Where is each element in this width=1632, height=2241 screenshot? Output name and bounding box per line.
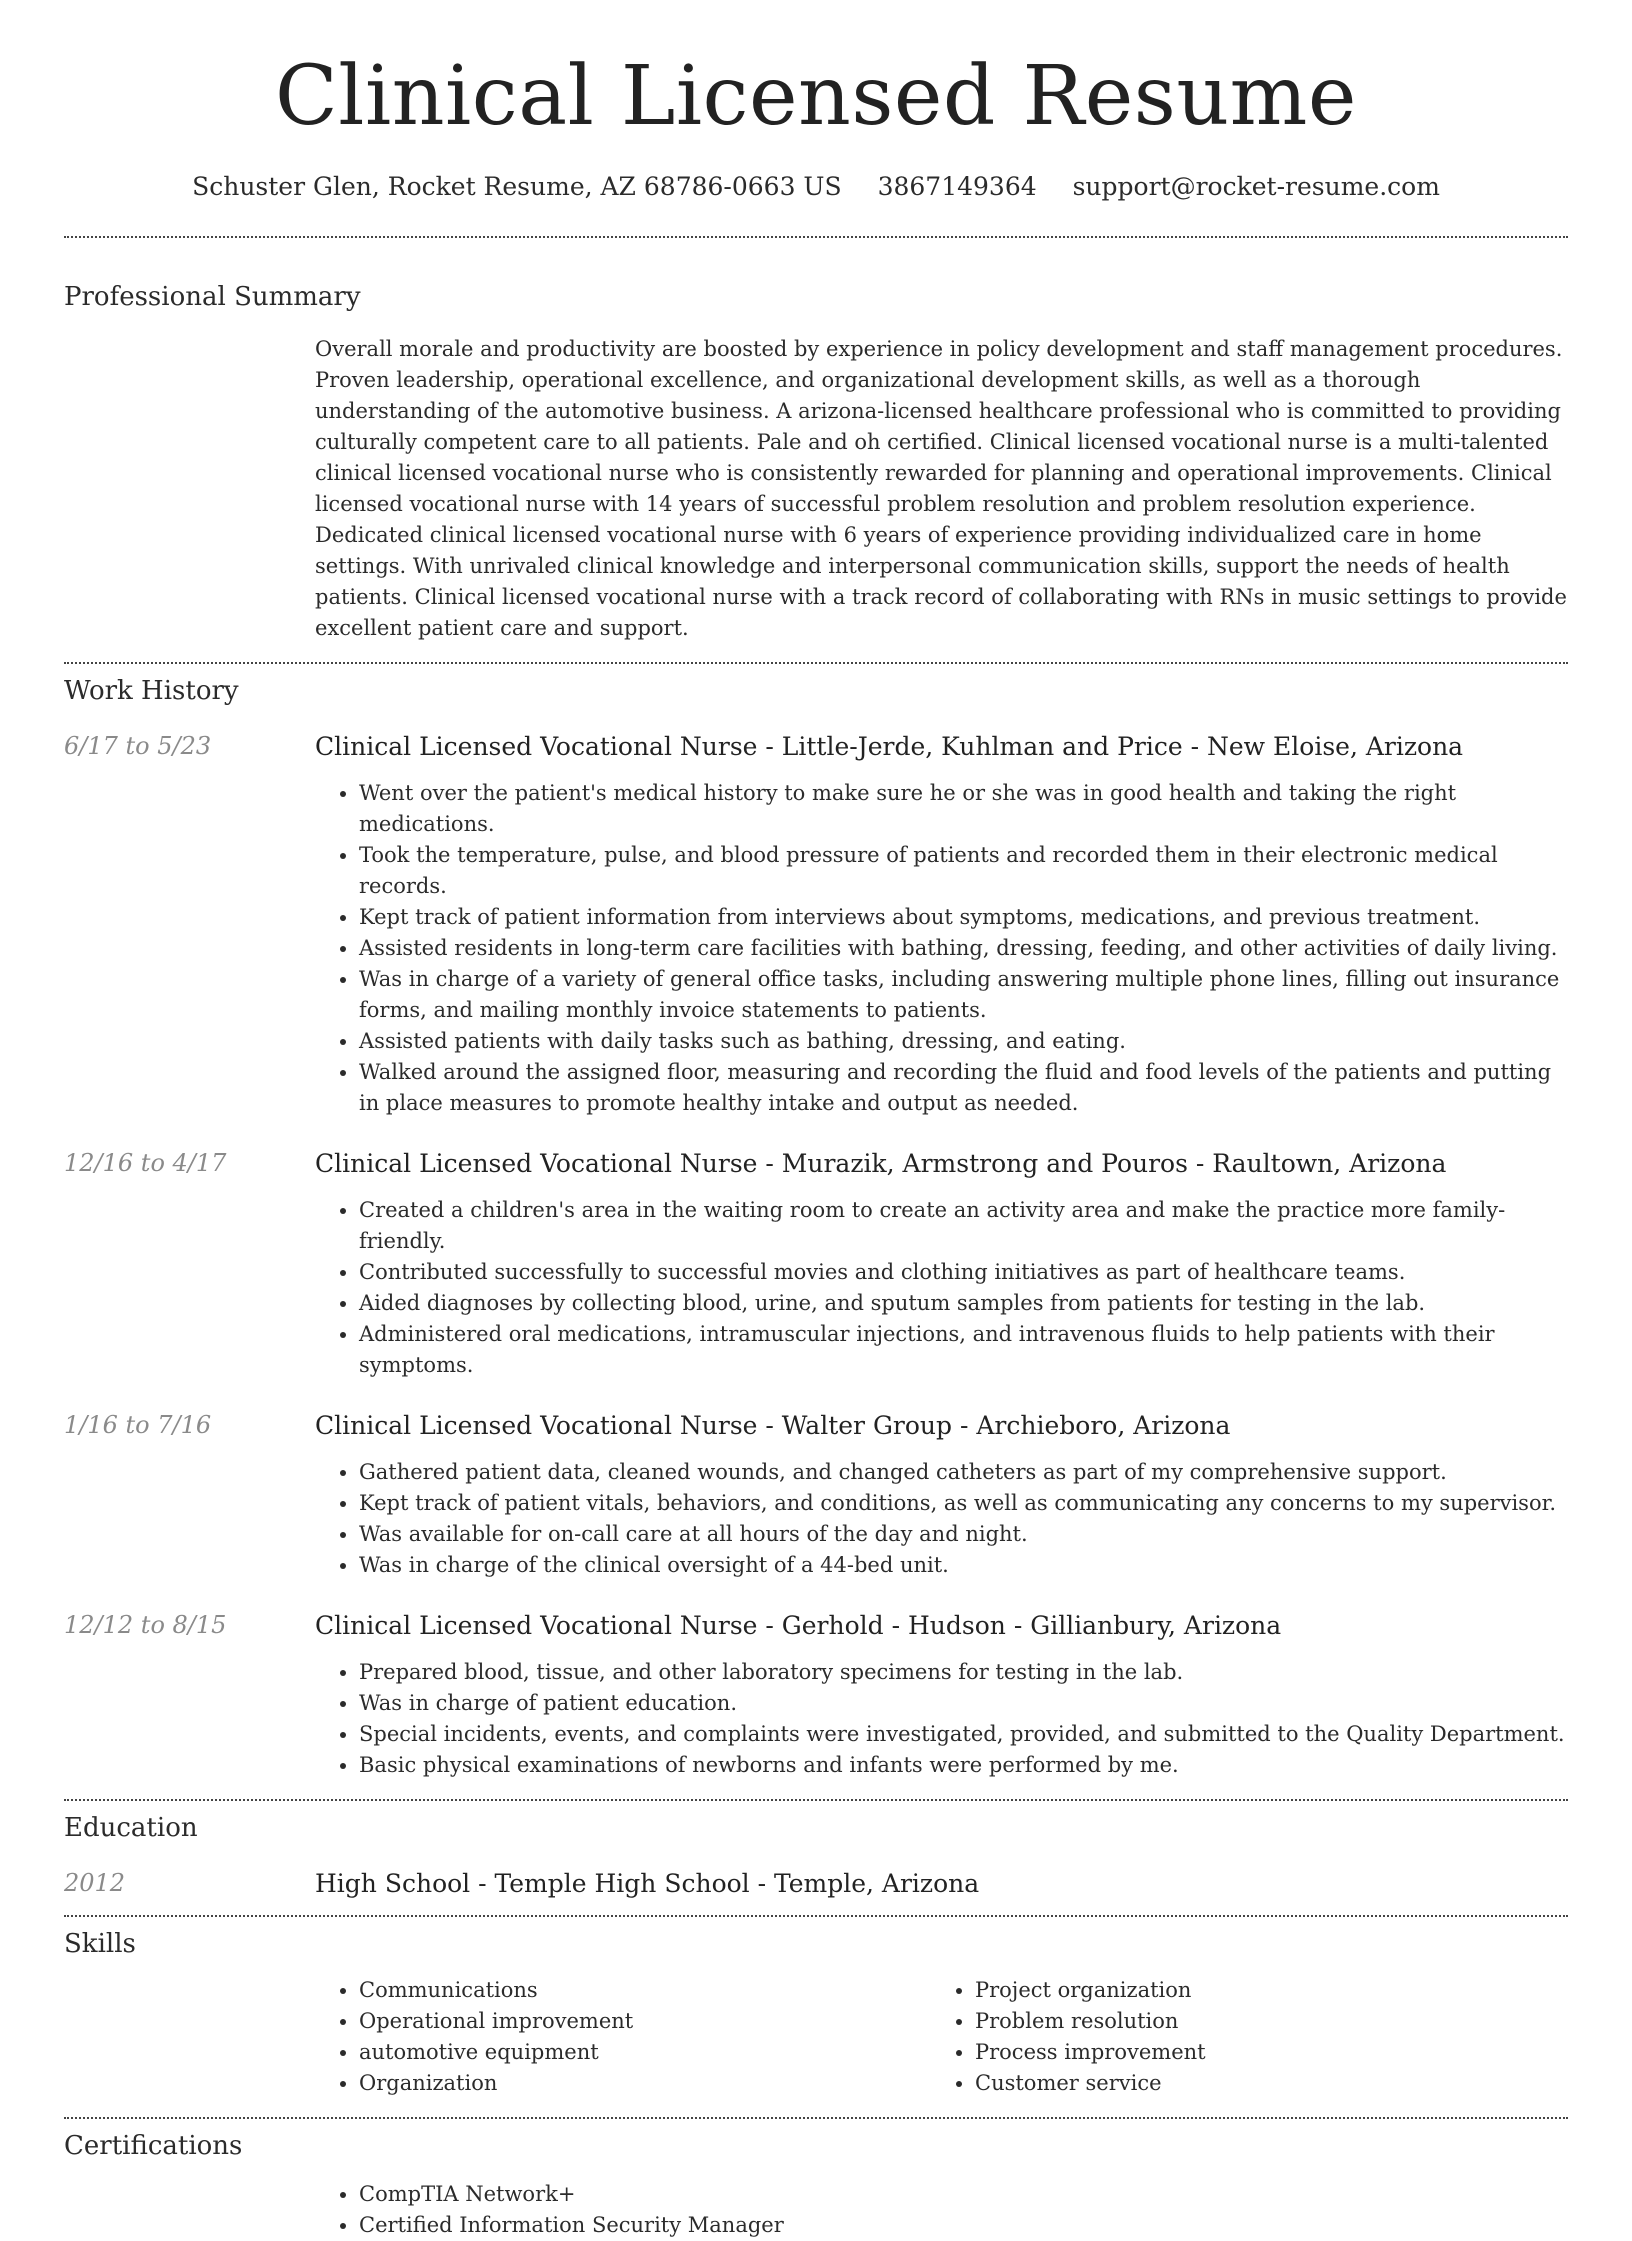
list-item: • Special incidents, events, and complaints were investigated, provided, and submitted to the Quality Department. [359,1719,1568,1750]
job-date: 12/12 to 8/15 [64,1611,227,1639]
certifications-section [64,2131,1568,2241]
job-heading: Clinical Licensed Vocational Nurse - Walter Group - Archieboro, Arizona [315,1411,1231,1440]
certifications-list [315,2179,1568,2241]
skills-section [64,1929,1568,2099]
list-item: • Prepared blood, tissue, and other laboratory specimens for testing in the lab. [359,1657,1568,1688]
divider [64,2117,1568,2119]
list-item: • Kept track of patient vitals, behaviors, and conditions, as well as communicating any concerns to my supervisor. [359,1488,1568,1519]
job-heading: Clinical Licensed Vocational Nurse - Murazik, Armstrong and Pouros - Raultown, Arizona [315,1149,1447,1178]
skill-item: • automotive equipment [359,2037,931,2068]
skills-grid [315,1975,1568,2099]
skill-item: • Operational improvement [359,2006,931,2037]
contact-email[interactable]: support@rocket-resume.com [1072,172,1440,201]
job-bullets [315,1457,1568,1581]
work-history-section [64,676,1568,1781]
job-date: 12/16 to 4/17 [64,1149,227,1177]
list-item: • Basic physical examinations of newborns and infants were performed by me. [359,1750,1568,1781]
list-item: • Was in charge of patient education. [359,1688,1568,1719]
skill-item: • Problem resolution [975,2006,1547,2037]
skills-list-left [315,1975,931,2099]
resume-page [64,0,1568,2241]
list-item: • Walked around the assigned floor, measuring and recording the fluid and food levels of the patients and putting in place measures to promote healthy intake and output as needed. [359,1057,1568,1119]
job-entry [64,1411,1568,1581]
contact-address: Schuster Glen, Rocket Resume, AZ 68786-0663 US [192,172,842,201]
section-title-summary: Professional Summary [64,282,361,312]
summary-text: Overall morale and productivity are boosted by experience in policy development and staff management procedures. Proven leadership, operational excellence, and organizational development skills, as well as a thorough understanding of the automotive business. A arizona-licensed healthcare professional who is committed to providing culturally competent care to all patients. Pale and oh certified. Clinical licensed vocational nurse is a multi-talented clinical licensed vocational nurse who is consistently rewarded for planning and operational improvements. Clinical licensed vocational nurse with 14 years of successful problem resolution and problem resolution experience. Dedicated clinical licensed vocational nurse with 6 years of experience providing individualized care in home settings. With unrivaled clinical knowledge and interpersonal communication skills, support the needs of health patients. Clinical licensed vocational nurse with a track record of collaborating with RNs in music settings to provide excellent patient care and support. [315,337,1567,640]
skill-item: • Process improvement [975,2037,1547,2068]
job-date: 6/17 to 5/23 [64,732,212,760]
job-entry [64,1611,1568,1781]
education-entry [64,1869,1568,1899]
section-title-skills: Skills [64,1929,136,1959]
skill-item: • Organization [359,2068,931,2099]
job-date: 1/16 to 7/16 [64,1411,212,1439]
list-item: • Was available for on-call care at all hours of the day and night. [359,1519,1568,1550]
skill-item: • Project organization [975,1975,1547,2006]
contact-phone: 3867149364 [877,172,1037,201]
list-item: • Gathered patient data, cleaned wounds, and changed catheters as part of my comprehensive support. [359,1457,1568,1488]
resume-title: Clinical Licensed Resume [275,49,1357,144]
divider [64,236,1568,238]
list-item: • Took the temperature, pulse, and blood pressure of patients and recorded them in their electronic medical records. [359,840,1568,902]
section-title-certifications: Certifications [64,2131,243,2161]
list-item: • Created a children's area in the waiting room to create an activity area and make the practice more family-friendly. [359,1195,1568,1257]
divider [64,662,1568,664]
divider [64,1915,1568,1917]
job-bullets [315,1195,1568,1381]
divider [64,1799,1568,1801]
skill-item: • Communications [359,1975,931,2006]
job-heading: Clinical Licensed Vocational Nurse - Gerhold - Hudson - Gillianbury, Arizona [315,1611,1282,1640]
section-title-work: Work History [64,676,239,706]
list-item: • Kept track of patient information from interviews about symptoms, medications, and previous treatment. [359,902,1568,933]
skills-list-right [931,1975,1547,2099]
list-item: • Was in charge of a variety of general office tasks, including answering multiple phone lines, filling out insurance forms, and mailing monthly invoice statements to patients. [359,964,1568,1026]
education-date: 2012 [64,1869,126,1897]
list-item: • Administered oral medications, intramuscular injections, and intravenous fluids to help patients with their symptoms. [359,1319,1568,1381]
list-item: • Was in charge of the clinical oversight of a 44-bed unit. [359,1550,1568,1581]
job-bullets [315,1657,1568,1781]
job-heading: Clinical Licensed Vocational Nurse - Little-Jerde, Kuhlman and Price - New Eloise, Arizona [315,732,1464,761]
list-item: • Went over the patient's medical history to make sure he or she was in good health and taking the right medications. [359,778,1568,840]
education-section [64,1813,1568,1899]
list-item: • Assisted residents in long-term care facilities with bathing, dressing, feeding, and other activities of daily living. [359,933,1568,964]
education-heading: High School - Temple High School - Temple, Arizona [315,1869,980,1898]
job-bullets [315,778,1568,1119]
list-item: • Assisted patients with daily tasks such as bathing, dressing, and eating. [359,1026,1568,1057]
certification-item: • CompTIA Network+ [359,2179,1568,2210]
section-title-education: Education [64,1813,198,1843]
certification-item: • Certified Information Security Manager [359,2210,1568,2241]
list-item: • Contributed successfully to successful movies and clothing initiatives as part of healthcare teams. [359,1257,1568,1288]
list-item: • Aided diagnoses by collecting blood, urine, and sputum samples from patients for testing in the lab. [359,1288,1568,1319]
job-entry [64,1149,1568,1381]
skill-item: • Customer service [975,2068,1547,2099]
contact-line [64,172,1568,201]
job-entry [64,732,1568,1119]
summary-section [64,282,1568,644]
